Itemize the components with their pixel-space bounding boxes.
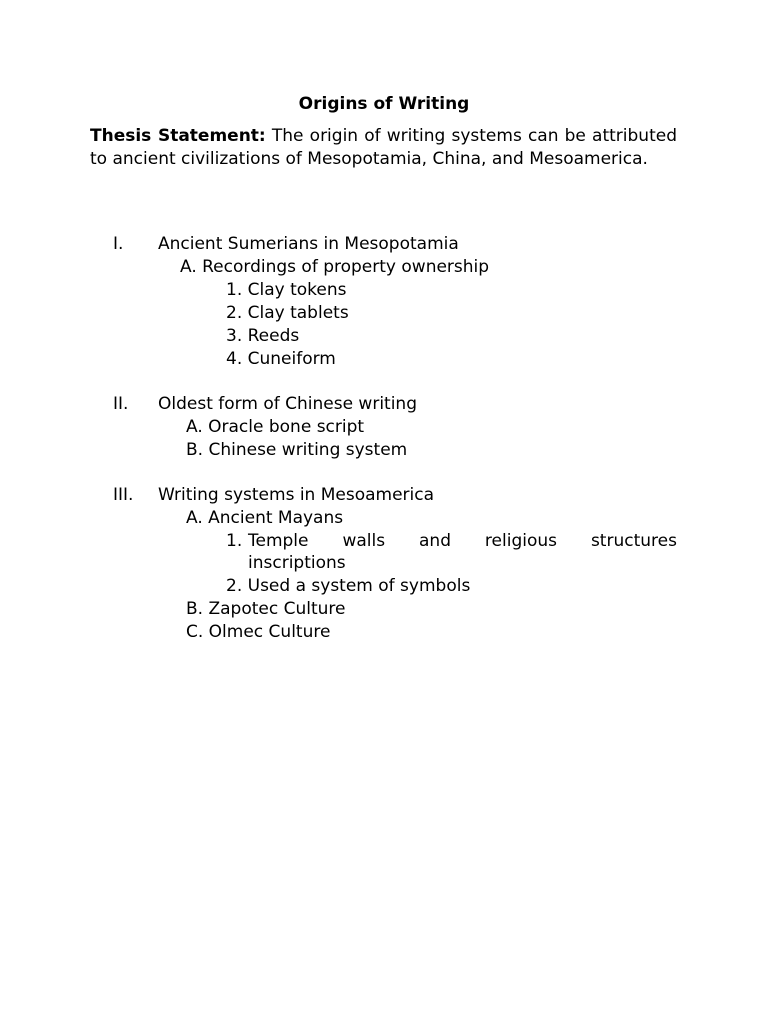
word: structures [590, 531, 677, 551]
list-item: 4. Cuneiform [226, 349, 336, 369]
subpoint-label: C. Olmec Culture [186, 622, 331, 642]
subpoint-label: A. Recordings of property ownership [180, 257, 490, 277]
subpoint-label: B. Zapotec Culture [186, 599, 346, 619]
section-heading-2: Oldest form of Chinese writing [158, 394, 418, 414]
subpoint-label: A. Oracle bone script [186, 417, 365, 437]
list-item-continuation: inscriptions [248, 553, 346, 573]
list-item: 2. Used a system of symbols [226, 576, 471, 596]
subpoint-label: A. Ancient Mayans [186, 508, 344, 528]
section-numeral-3: III. [113, 485, 134, 505]
thesis-text: The origin of writing systems can be attributed to ancient civilizations of Mesopotamia, China, and Mesoamerica. [90, 126, 677, 169]
section-heading-3: Writing systems in Mesoamerica [158, 485, 435, 505]
thesis-label: Thesis Statement: [90, 126, 266, 146]
section-heading-1: Ancient Sumerians in Mesopotamia [158, 234, 459, 254]
thesis-statement [90, 125, 677, 171]
word: walls [342, 531, 386, 551]
list-item-number: 1. [226, 531, 243, 551]
list-item: 1. Clay tokens [226, 280, 347, 300]
list-item: 2. Clay tablets [226, 303, 349, 323]
word: and [419, 531, 451, 551]
list-item-justified-line [248, 530, 677, 552]
section-numeral-1: I. [113, 234, 124, 254]
word: religious [484, 531, 557, 551]
word: Temple [248, 531, 309, 551]
section-numeral-2: II. [113, 394, 129, 414]
list-item: 3. Reeds [226, 326, 300, 346]
subpoint-label: B. Chinese writing system [186, 440, 408, 460]
document-title: Origins of Writing [298, 94, 470, 114]
